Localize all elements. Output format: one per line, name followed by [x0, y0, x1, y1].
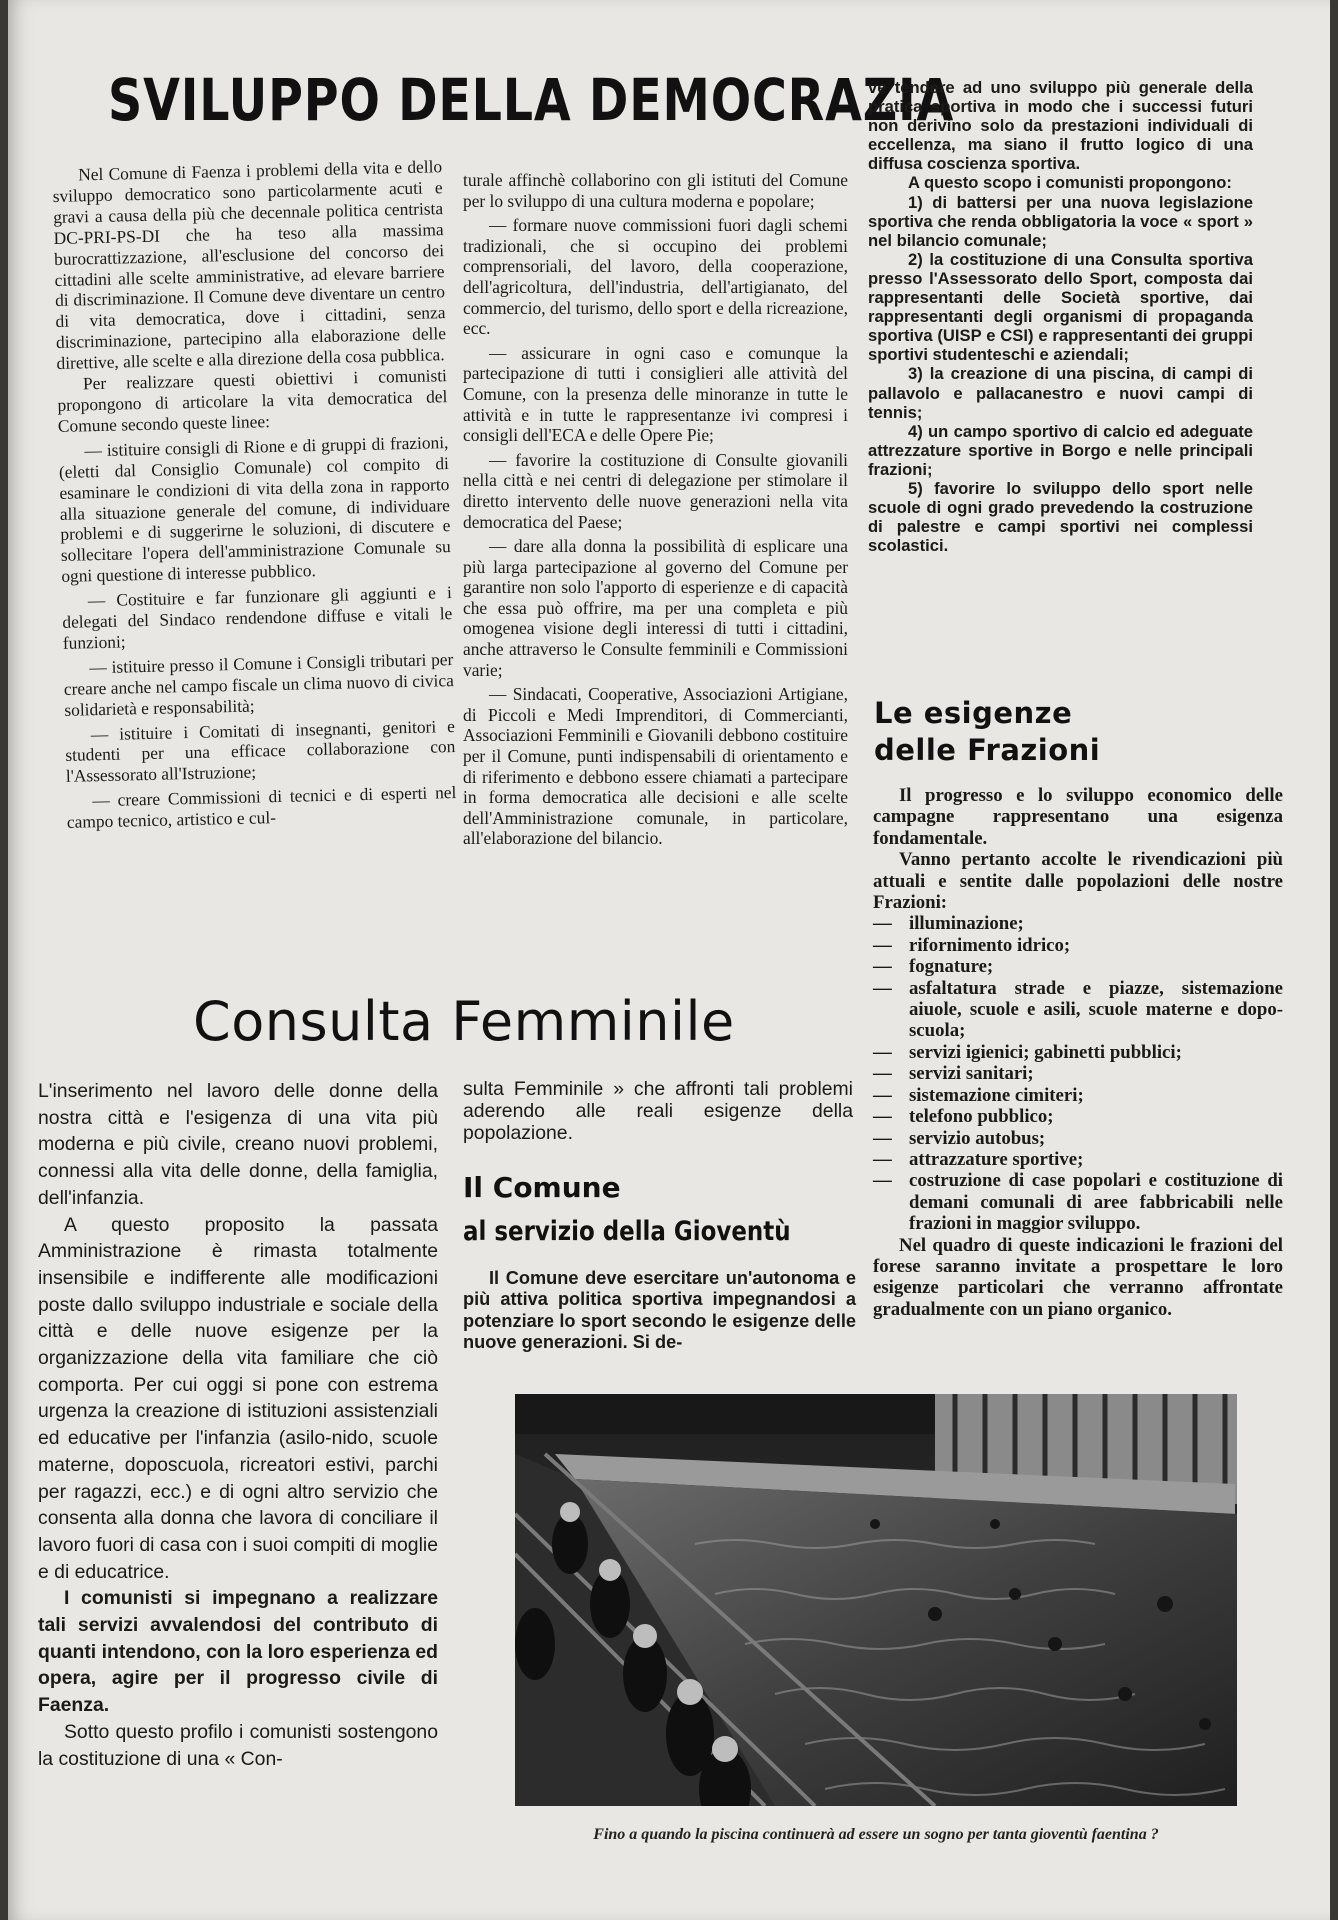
frazioni-list-item — [873, 935, 1283, 956]
frazioni-heading-line2: delle Frazioni — [874, 733, 1101, 767]
list-item-text: illuminazione; — [909, 913, 1024, 935]
paragraph: Sotto questo profilo i comunisti sostengono la costituzione di una « Con- — [38, 1720, 438, 1770]
paragraph: I comunisti si impegnano a realizzare tali servizi avvalendosi del contributo di quanti intendono, con la loro esperienza ed opera, agire per il progresso civile di Faenza. — [38, 1587, 438, 1717]
list-item: — assicurare in ogni caso e comunque la partecipazione di tutti i consiglieri alle attività del Comune, con la presenza delle minoranze in tutte le attività e in tutte le rappresentanze ivi compresi i consigli dell'ECA e delle Opere Pie; — [463, 342, 848, 446]
frazioni-list-item — [873, 1149, 1283, 1170]
paragraph: A questo scopo i comunisti propongono: — [908, 173, 1232, 193]
paragraph: turale affinchè collaborino con gli istituti del Comune per lo sviluppo di una cultura moderna e popolare; — [463, 170, 848, 211]
frazioni-list-item — [873, 978, 1283, 1042]
list-item: — istituire presso il Comune i Consigli tributari per creare anche nel campo fiscale un clima nuovo di civica solidarietà e responsabilità; — [63, 648, 455, 720]
frazioni-list-item — [873, 1106, 1283, 1127]
frazioni-list-item — [873, 1085, 1283, 1106]
list-item: 4) un campo sportivo di calcio ed adeguate attrezzature sportive in Borgo e nelle principali frazioni; — [868, 421, 1253, 479]
paragraph: Il progresso e lo sviluppo economico delle campagne rappresentano una esigenza fondamentale. — [873, 785, 1283, 849]
frazioni-heading — [874, 695, 1254, 769]
list-item-text: servizi sanitari; — [909, 1063, 1034, 1085]
list-item-text: attrazzature sportive; — [909, 1148, 1084, 1170]
page-headline: SVILUPPO DELLA DEMOCRAZIA — [108, 66, 955, 134]
frazioni-list-item — [873, 913, 1283, 934]
list-item: — Sindacati, Cooperative, Associazioni Artigiane, di Piccoli e Medi Imprenditori, di Commercianti, Associazioni Femminili e Giovanili debbono costituire per il Comune, punti indispensabili di orientamento e di riferimento e debbono essere chiamati a partecipare in forma democratica alle decisioni e alle scelte dell'Amministrazione comunale, in particolare, all'elaborazione del bilancio. — [463, 684, 848, 849]
list-dash: — — [873, 1148, 892, 1170]
frazioni-heading-line1: Le esigenze — [874, 696, 1073, 730]
column-democrazia-2 — [463, 170, 848, 849]
list-item: 1) di battersi per una nuova legislazione sportiva che renda obbligatoria la voce « sport » nel bilancio comunale; — [868, 192, 1253, 250]
list-item: — creare Commissioni di tecnici e di esperti nel campo tecnico, artistico e cul- — [66, 782, 457, 833]
list-item-text: rifornimento idrico; — [909, 934, 1071, 956]
swimming-pool-photo — [515, 1394, 1237, 1806]
paragraph: Per realizzare questi obiettivi i comunisti propongono di articolare la vita democratica del Comune secondo queste linee: — [57, 365, 448, 436]
list-item-text: servizio autobus; — [909, 1127, 1046, 1149]
list-item: 5) favorire lo sviluppo dello sport nelle scuole di ogni grado prevedendo la costruzione di palestre e campi sportivi nei complessi scolastici. — [868, 478, 1253, 556]
list-item: — istituire i Comitati di insegnanti, genitori e studenti per una efficace collaborazione con l'Assessorato all'Istruzione; — [65, 715, 456, 787]
paragraph: Nel Comune di Faenza i problemi della vita e dello sviluppo democratico sono particolarmente acuti e gravi a causa della più che decennale politica centrista DC-PRI-PS-DI che ha teso alla massima burocrattizzazione, all'esclusione del concorso dei cittadini alle scelte amministrative, ad elevare barriere di discriminazione. Il Comune deve diventare un centro di vita democratica, dove i cittadini, senza discriminazione, partecipino alla elaborazione delle direttive, alle scelte e alla direzione della cosa pubblica. — [52, 156, 447, 374]
list-item-text: asfaltatura strade e piazze, sistemazione aiuole, scuole e asili, scuole materne e dopo-scuola; — [909, 977, 1283, 1042]
pool-illustration — [515, 1394, 1237, 1806]
frazioni-list-item — [873, 1063, 1283, 1084]
list-dash: — — [873, 1084, 892, 1106]
list-dash: — — [873, 934, 892, 956]
list-dash: — — [873, 1170, 892, 1192]
list-item-text: servizi igienici; gabinetti pubblici; — [909, 1041, 1182, 1063]
frazioni-list-item — [873, 1128, 1283, 1149]
paragraph: A questo proposito la passata Amministrazione è rimasta totalmente insensibile e indifferente alle modificazioni poste dallo sviluppo industriale e sociale della città e delle nuove esigenze per la organizzazione della vita familiare che ciò comporta. Per cui oggi si pone con estrema urgenza la creazione di istituzioni assistenziali ed educative per l'infanzia (asilo-nido, scuole materne, doposcuola, ricreatori estivi, parchi per ragazzi, ecc.) e di ogni altro servizio che consenta alla donna che lavora di conciliare il lavoro fuori di casa con i suoi compiti di moglie e di educatrice. — [38, 1213, 438, 1583]
list-dash: — — [873, 1127, 892, 1149]
list-item-text: telefono pubblico; — [909, 1106, 1054, 1128]
list-item: 3) la creazione di una piscina, di campi di pallavolo e pallacanestro e nuovi campi di tennis; — [868, 364, 1253, 422]
column-frazioni — [873, 785, 1283, 1320]
list-dash: — — [873, 1041, 892, 1063]
list-item: — formare nuove commissioni fuori dagli schemi tradizionali, che si occupino dei problemi comprensoriali, del lavoro, della cooperazione, dell'agricoltura, dell'industria, dell'artigianato, del commercio, del turismo, dello sport e della ricreazione, ecc. — [463, 215, 848, 339]
gioventu-heading — [463, 1166, 863, 1254]
list-item-text: fognature; — [909, 956, 994, 978]
column-sport-continued — [868, 78, 1253, 555]
list-dash: — — [873, 977, 892, 999]
paragraph: Vanno pertanto accolte le rivendicazioni più attuali e sentite dalle popolazioni delle nostre Frazioni: — [873, 849, 1283, 914]
column-gioventu — [463, 1268, 856, 1354]
list-dash: — — [873, 1063, 892, 1085]
consulta-title: Consulta Femminile — [193, 990, 735, 1053]
list-dash: — — [873, 1106, 892, 1128]
list-item: — favorire la costituzione di Consulte giovanili nella città e nei centri di delegazione per stimolare il diretto intervento delle nuove generazioni nella vita democratica del Paese; — [463, 449, 848, 532]
gioventu-heading-line2: al servizio della Gioventù — [463, 1216, 791, 1247]
list-item-text: costruzione di case popolari e costituzione di demani comunali di aree fabbricabili nelle frazioni in maggior sviluppo. — [909, 1170, 1283, 1235]
paragraph: sulta Femminile » che affronti tali problemi aderendo alle reali esigenze della popolazione. — [463, 1078, 853, 1144]
gioventu-heading-line1: Il Comune — [463, 1171, 621, 1204]
paragraph: L'inserimento nel lavoro delle donne della nostra città e l'esigenza di una vita più moderna e più civile, creano nuovi problemi, connessi alla vita delle donne, della famiglia, dell'infanzia. — [38, 1080, 438, 1209]
frazioni-list-item — [873, 1170, 1283, 1234]
newspaper-page — [8, 0, 1330, 1920]
frazioni-list — [873, 913, 1283, 1234]
paragraph: ve tendere ad uno sviluppo più generale della pratica sportiva in modo che i successi futuri non derivino solo da prestazioni individuali di eccellenza, ma siano il frutto logico di una diffusa coscienza sportiva. — [868, 78, 1253, 174]
frazioni-list-item — [873, 956, 1283, 977]
frazioni-list-item — [873, 1042, 1283, 1063]
column-consulta-right — [463, 1078, 853, 1144]
list-item: — dare alla donna la possibilità di esplicare una più larga partecipazione al governo del Comune per garantire non solo l'apporto di esperienze e di capacità che essa può offrire, ma per una completa e più omogenea visione degli interessi di tutti i cittadini, anche attraverso le Consulte femminili e Commissioni varie; — [463, 536, 848, 680]
column-consulta-left — [38, 1078, 438, 1772]
list-item: — istituire consigli di Rione e di gruppi di frazioni, (eletti dal Consiglio Comunale) col compito di esaminare le condizioni di vita della zona in rapporto alla situazione generale del comune, di individuare problemi e di suggerirne le soluzioni, di discutere e sollecitare l'opera dell'amministrazione Comunale su ogni questione di interesse pubblico. — [58, 431, 451, 587]
list-item: — Costituire e far funzionare gli aggiunti e i delegati del Sindaco rendendone diffuse e vitali le funzioni; — [62, 582, 453, 653]
list-dash: — — [873, 956, 892, 978]
list-item-text: sistemazione cimiteri; — [909, 1084, 1084, 1106]
paragraph: Nel quadro di queste indicazioni le frazioni del forese saranno invitate a prospettare le loro esigenze particolari che verranno affrontate gradualmente con un piano organico. — [873, 1234, 1283, 1320]
list-dash: — — [873, 913, 892, 935]
photo-caption: Fino a quando la piscina continuerà ad essere un sogno per tanta gioventù faentina ? — [593, 1826, 1159, 1843]
paragraph: Il Comune deve esercitare un'autonoma e più attiva politica sportiva impegnandosi a potenziare lo sport secondo le esigenze delle nuove generazioni. Si de- — [463, 1268, 856, 1353]
list-item: 2) la costituzione di una Consulta sportiva presso l'Assessorato dello Sport, composta dai rappresentanti delle Società sportive, dai rappresentanti degli organismi di propaganda sportiva (UISP e CSI) e rappresentanti dei gruppi sportivi studenteschi e aziendali; — [868, 249, 1253, 365]
column-democrazia-1 — [52, 156, 457, 833]
